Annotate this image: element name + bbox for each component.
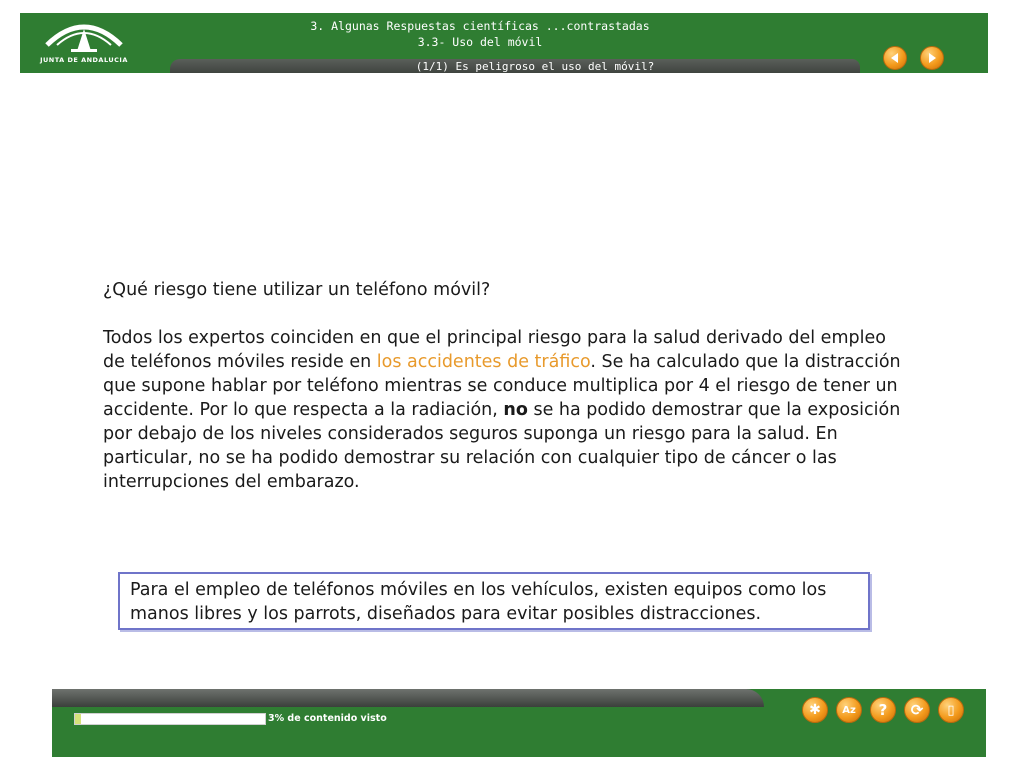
help-button[interactable] <box>870 697 896 723</box>
arrow-right-icon <box>925 51 939 65</box>
refresh-icon: ⟳ <box>910 701 924 719</box>
no-emphasis: no <box>503 400 528 420</box>
traffic-accidents-highlight: los accidentes de tráfico <box>376 352 591 372</box>
footer-band <box>52 689 764 707</box>
progress-bar <box>74 713 266 725</box>
next-button[interactable] <box>920 46 944 70</box>
answer-paragraph <box>103 326 903 494</box>
progress-fill <box>75 714 81 724</box>
subtitle-bar <box>170 59 860 73</box>
answer-text-3: se ha podido demostrar que la exposición por debajo de los niveles considerados seguros suponga un riesgo para la salud. En particular, no se ha podido demostrar su relación con cualquier tipo de cáncer o las interrupciones del embarazo. <box>103 400 901 492</box>
junta-andalucia-emblem-icon <box>41 15 127 55</box>
exit-icon: ▯ <box>947 702 955 718</box>
help-icon: ? <box>878 701 888 719</box>
logo <box>20 13 148 73</box>
title-line-1: 3. Algunas Respuestas científicas ...contrastadas <box>310 19 650 33</box>
glossary-icon: Az <box>842 704 856 716</box>
previous-button[interactable] <box>883 46 907 70</box>
section-title <box>170 18 790 50</box>
question-heading: ¿Qué riesgo tiene utilizar un teléfono móvil? <box>103 280 491 300</box>
progress-label: 3% de contenido visto <box>268 713 387 724</box>
logo-text: JUNTA DE ANDALUCIA <box>40 56 128 64</box>
page-subtitle: (1/1) Es peligroso el uso del móvil? <box>415 60 655 73</box>
footer-bar <box>52 689 986 757</box>
exit-button[interactable] <box>938 697 964 723</box>
refresh-button[interactable] <box>904 697 930 723</box>
map-button[interactable] <box>802 697 828 723</box>
answer-text-2: . Se ha calculado que la distracción que supone hablar por teléfono mientras se conduce multiplica por 4 el riesgo de tener un accidente. Por lo que respecta a la radiación, <box>103 352 901 420</box>
title-line-2: 3.3- Uso del móvil <box>417 35 543 49</box>
answer-text-1: Todos los expertos coinciden en que el principal riesgo para la salud derivado del empleo de teléfonos móviles reside en <box>103 328 886 372</box>
header-bar <box>20 13 988 73</box>
arrow-left-icon <box>888 51 902 65</box>
glossary-button[interactable] <box>836 697 862 723</box>
note-box: Para el empleo de teléfonos móviles en los vehículos, existen equipos como los manos libres y los parrots, diseñados para evitar posibles distracciones. <box>118 572 870 630</box>
map-icon: ✱ <box>809 702 821 718</box>
main-content <box>103 278 903 494</box>
